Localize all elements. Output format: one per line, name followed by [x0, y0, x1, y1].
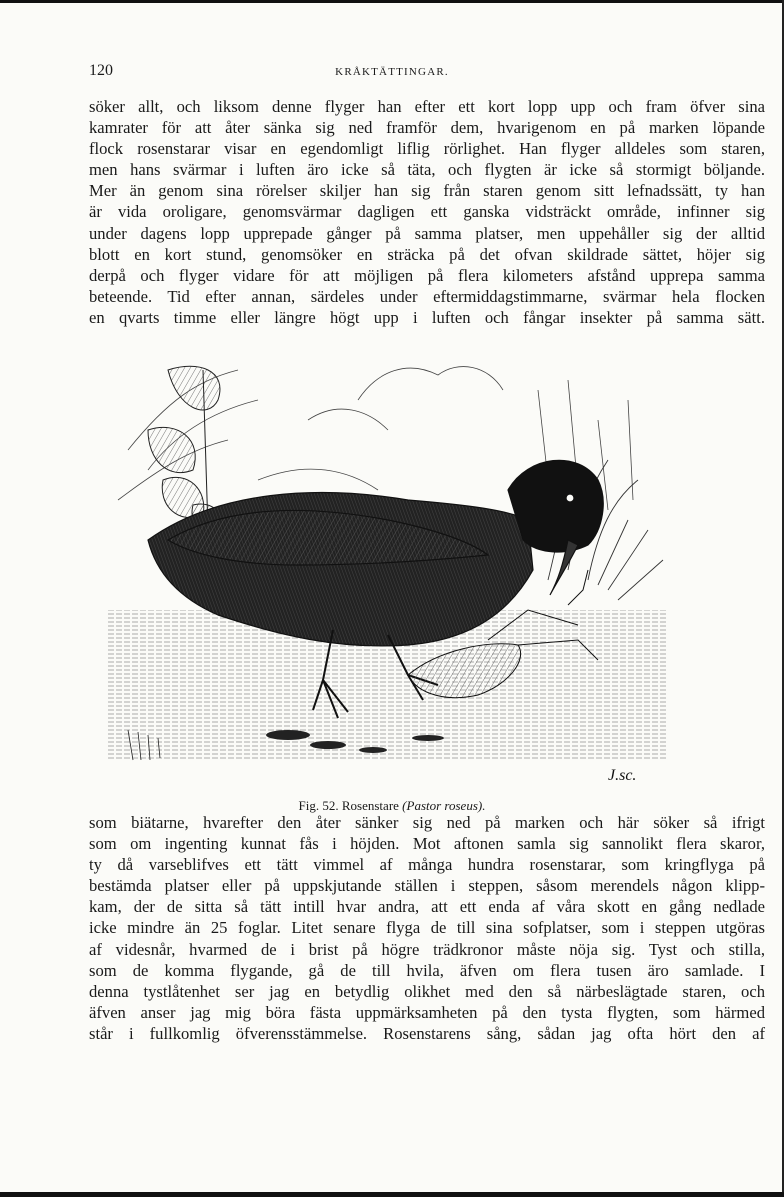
text-line: bestämda platser eller på uppskjutande ställen i steppen, såsom merendels någon klipp- — [89, 876, 765, 896]
caption-figure-number: Fig. 52. — [298, 798, 339, 813]
text-line: beteende. Tid efter annan, särdeles under eftermiddagstimmarne, svärmar hela flocken — [89, 286, 765, 306]
text-line: som biätarne, hvarefter den åter sänker sig ned på marken och här söker så ifrigt — [89, 813, 765, 832]
top-border — [0, 0, 784, 3]
text-line: ty då varseblifves ett tätt vimmel af många hundra rosenstarar, som kringflyga på — [89, 855, 765, 875]
bottom-border — [0, 1192, 784, 1197]
text-line: derpå och flyger vidare för att möjligen på flera kilometers afstånd upprepa samma — [89, 265, 765, 285]
text-line: icke mindre än 25 foglar. Litet senare flyga de till sina sofplatser, som i steppen utgöras — [89, 918, 765, 938]
text-line: står i fullkomlig öfverensstämmelse. Rosenstarens sång, sådan jag ofta hört den af — [89, 1023, 765, 1043]
bird-engraving-figure — [108, 340, 668, 790]
caption-latin-name: (Pastor roseus). — [402, 798, 486, 813]
text-line: blott en kort stund, genomsöker en sträcka på det ofvan skildrade sättet, höjer sig — [89, 244, 765, 264]
text-line: denna tystlåtenhet ser jag en betydlig olikhet med den så närbeslägtade staren, och — [89, 981, 765, 1001]
text-line: kam, der de sitta så tätt intill hvar andra, att ett enda af våra skott en gång nedlade — [89, 897, 765, 917]
text-line: Mer än genom sina rörelser skiljer han sig från staren genom sitt lefnadssätt, ty han — [89, 181, 765, 201]
text-line: är vida oroligare, genomsvärmar dagligen ett ganska vidsträckt område, infinner sig — [89, 202, 765, 222]
caption-common-name: Rosenstare — [341, 798, 399, 813]
artist-signature: J.sc. — [608, 767, 637, 784]
text-line: men hans svärmar i luften äro icke så täta, och flygten är icke så stormigt böljande. — [89, 160, 765, 180]
text-line: kamrater för att åter sänka sig ned framför dem, hvarigenom en på marken löpande — [89, 118, 765, 138]
text-line: som de komma flygande, gå de till hvila, äfven om flera tusen äro samlade. I — [89, 960, 765, 980]
text-line: äfven anser jag mig böra fästa uppmärksamheten på den tysta flygten, som härmed — [89, 1002, 765, 1022]
page-number: 120 — [89, 62, 113, 79]
text-line: söker allt, och liksom denne flyger han efter ett kort lopp upp och fram öfver sina — [89, 97, 765, 116]
text-line: en qvarts timme eller längre högt upp i luften och fångar insekter på samma sätt. — [89, 307, 765, 327]
text-line: under dagens lopp upprepade gånger på samma platser, men uppehåller sig der alltid — [89, 223, 765, 243]
paragraph-bottom — [89, 812, 765, 1044]
text-line: som om ingenting kunnat fås i höjden. Mot aftonen samla sig sannolikt flera skaror, — [89, 834, 765, 854]
rosenstare-illustration — [108, 340, 668, 790]
text-line: flock rosenstarar visar en egendomligt liflig rörlighet. Han flyger alldeles som staren, — [89, 139, 765, 159]
paragraph-top — [89, 96, 765, 328]
text-line: af videsnår, hvarmed de i brist på högre trädkronor måste nöja sig. Tyst och stilla, — [89, 939, 765, 959]
running-head: KRÅKTÄTTINGAR. — [335, 66, 449, 78]
